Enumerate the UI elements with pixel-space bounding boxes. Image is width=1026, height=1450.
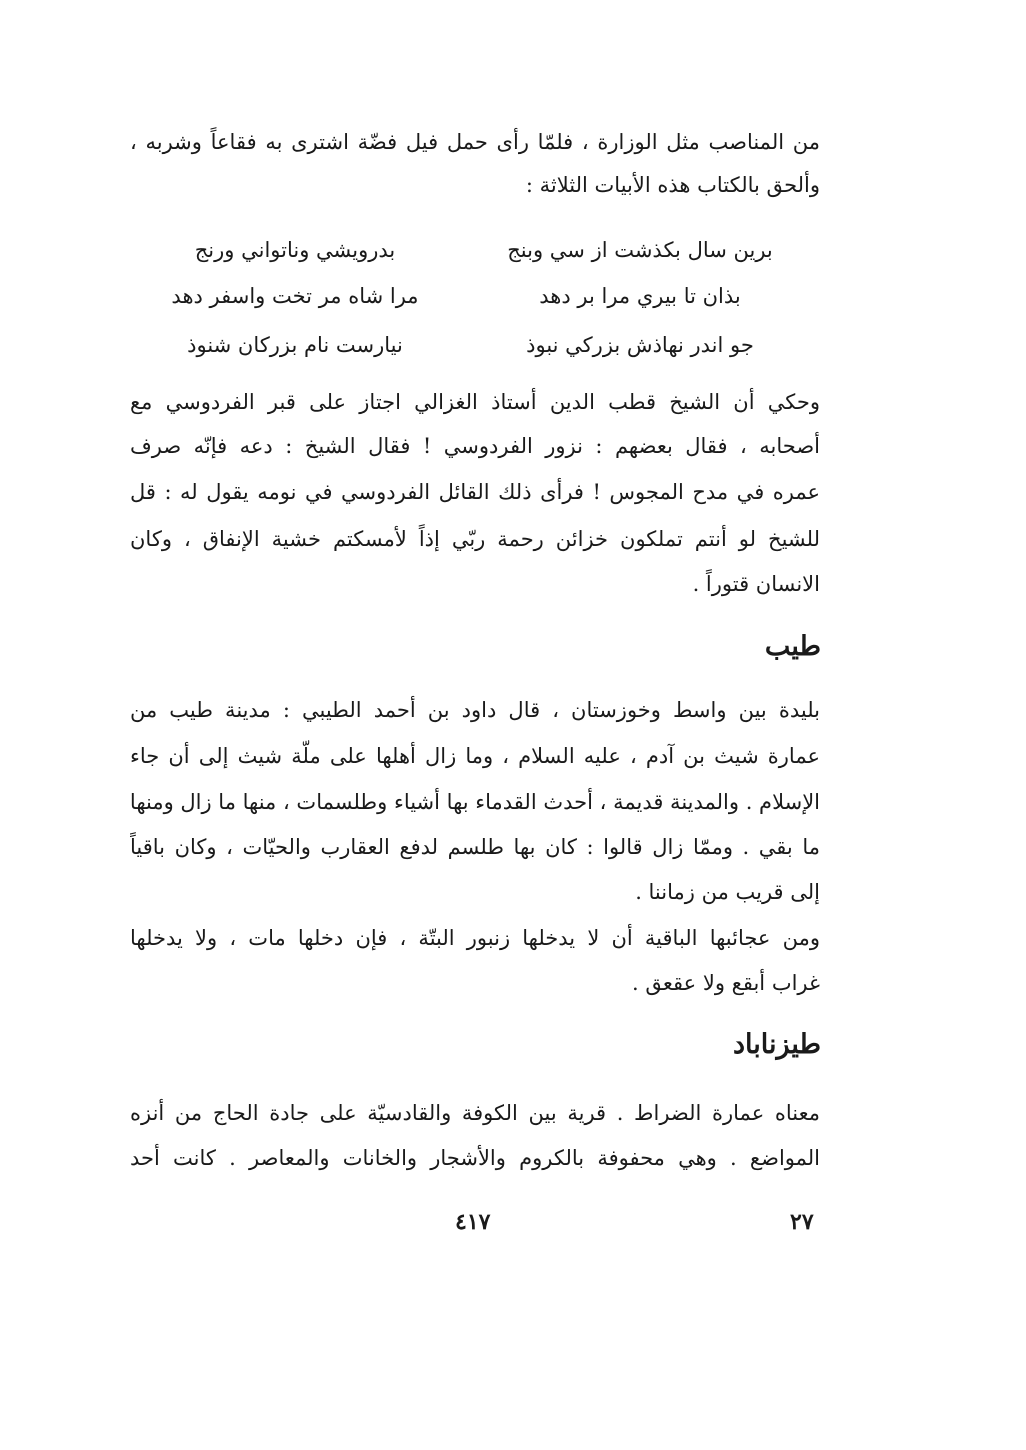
paragraph-line: وحكي أن الشيخ قطب الدين أستاذ الغزالي اجتاز على قبر الفردوسي مع — [130, 390, 820, 414]
verse-first-hemistich: برين سال بكذشت از سي وبنج — [507, 238, 773, 262]
paragraph-line: للشيخ لو أنتم تملكون خزائن رحمة ربّي إذاً لأمسكتم خشية الإنفاق ، وكان — [130, 527, 820, 551]
paragraph-line: بليدة بين واسط وخوزستان ، قال داود بن أحمد الطيبي : مدينة طيب من — [130, 698, 820, 722]
paragraph-line: إلى قريب من زماننا . — [635, 880, 820, 904]
verse-first-hemistich: جو اندر نهاذش بزركي نبوذ — [526, 333, 754, 357]
entry-heading: طيزناباد — [732, 1029, 821, 1060]
paragraph-line: أصحابه ، فقال بعضهم : نزور الفردوسي ! فقال الشيخ : دعه فإنّه صرف — [130, 434, 820, 458]
paragraph-line: من المناصب مثل الوزارة ، فلمّا رأى حمل فيل فضّة اشترى به فقاعاً وشربه ، — [130, 130, 820, 154]
paragraph-line: وألحق بالكتاب هذه الأبيات الثلاثة : — [525, 173, 820, 197]
page-number: ٤١٧ — [455, 1209, 491, 1235]
entry-heading: طيب — [764, 631, 821, 662]
paragraph-line: المواضع . وهي محفوفة بالكروم والأشجار والخانات والمعاصر . كانت أحد — [130, 1146, 820, 1170]
paragraph-line: الانسان قتوراً . — [692, 572, 820, 596]
paragraph-line: غراب أبقع ولا عقعق . — [632, 971, 820, 995]
paragraph-line: معناه عمارة الضراط . قرية بين الكوفة والقادسيّة على جادة الحاج من أنزه — [130, 1101, 820, 1125]
verse-second-hemistich: بدرويشي وناتواني ورنج — [194, 238, 396, 262]
paragraph-line: عمره في مدح المجوس ! فرأى ذلك القائل الفردوسي في نومه يقول له : قل — [130, 480, 820, 504]
signature-number: ٢٧ — [790, 1209, 814, 1235]
verse-second-hemistich: مرا شاه مر تخت واسفر دهد — [171, 284, 419, 308]
paragraph-line: عمارة شيث بن آدم ، عليه السلام ، وما زال أهلها على ملّة شيث إلى أن جاء — [130, 744, 820, 768]
paragraph-line: ومن عجائبها الباقية أن لا يدخلها زنبور البتّة ، فإن دخلها مات ، ولا يدخلها — [130, 926, 820, 950]
paragraph-line: ما بقي . وممّا زال قالوا : كان بها طلسم لدفع العقارب والحيّات ، وكان باقياً — [130, 835, 820, 859]
verse-first-hemistich: بذان تا بيري مرا بر دهد — [539, 284, 741, 308]
paragraph-line: الإسلام . والمدينة قديمة ، أحدث القدماء بها أشياء وطلسمات ، منها ما زال ومنها — [130, 790, 820, 814]
verse-second-hemistich: نيارست نام بزركان شنوذ — [187, 333, 403, 357]
